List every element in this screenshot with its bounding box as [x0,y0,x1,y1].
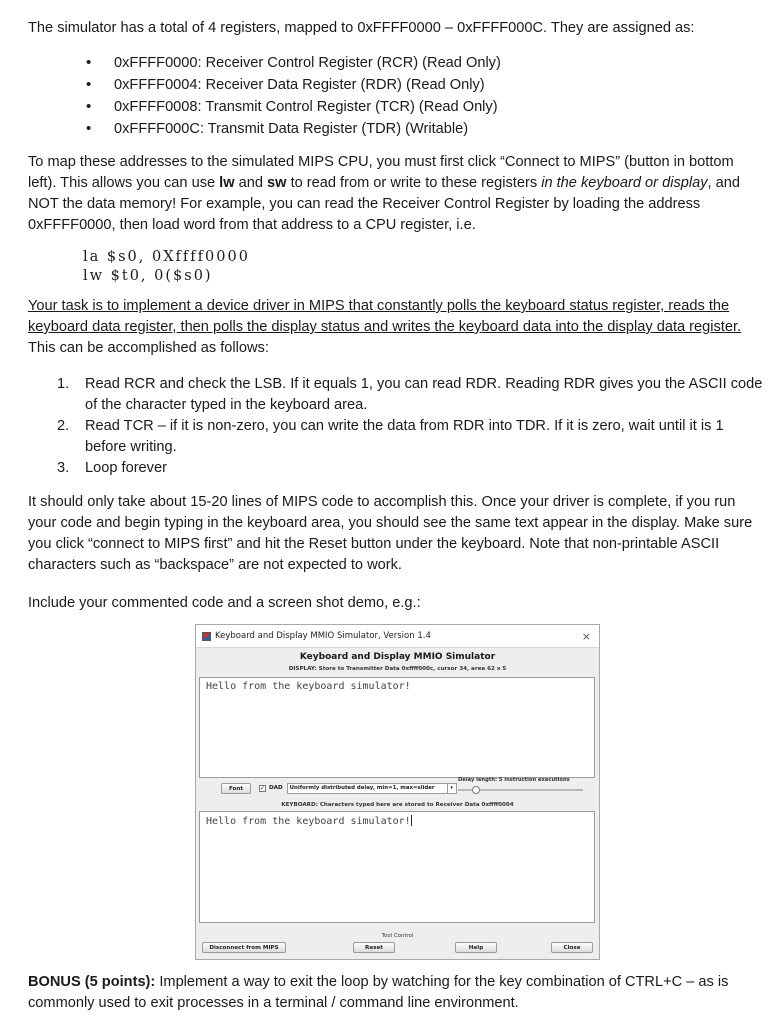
bonus-label: BONUS (5 points): [28,974,156,990]
delay-length-label: Delay length: 5 instruction executions [458,777,570,783]
window-titlebar [196,625,599,648]
chevron-down-icon: ▾ [447,784,456,793]
display-controls [221,781,457,795]
app-icon [202,632,211,641]
task-underlined: Your task is to implement a device driver in MIPS that constantly polls the keyboard status register, reads the keyboard data register, then polls the display status and writes the keyboard data into the display data register. [28,298,742,335]
steps-list [28,374,768,479]
keyboard-input-area[interactable] [199,811,595,923]
close-button[interactable]: Close [551,942,593,953]
step-item: 1. Read RCR and check the LSB. If it equals 1, you can read RDR. Reading RDR gives you the ASCII code of the character typed in the keyboard area. [57,376,763,413]
dad-label: DAD [269,785,283,791]
keyboard-text: Hello from the keyboard simulator! [206,816,411,827]
tool-control-bar [196,941,599,955]
sw-keyword: sw [267,175,287,191]
register-item: • 0xFFFF000C: Transmit Data Register (TDR) (Writable) [28,118,501,140]
text-cursor [411,815,412,826]
keyboard-caption: KEYBOARD: Characters typed here are stored to Receiver Data 0xffff0004 [281,802,514,808]
register-item: • 0xFFFF0008: Transmit Control Register (TCR) (Read Only) [28,96,501,118]
closing-paragraph: It should only take about 15-20 lines of MIPS code to accomplish this. Once your driver is complete, if you run your code and begin typing in the keyboard area, you should see the same text appear in the display. Make sure you click “connect to MIPS first” and hit the Reset button under the keyboard. Note that non-printable ASCII characters such as “backspace” are not expected to work. [28,494,753,573]
register-item: • 0xFFFF0004: Receiver Data Register (RDR) (Read Only) [28,74,501,96]
code-line: la $s0, 0Xffff0000 [83,249,250,265]
display-area [199,677,595,778]
intro-paragraph: The simulator has a total of 4 registers, mapped to 0xFFFF0000 – 0xFFFF000C. They are assigned as: [28,20,695,36]
step-item: 2. Read TCR – if it is non-zero, you can write the data from RDR into TDR. If it is zero, wait until it is 1 before writing. [57,418,724,455]
tool-control-label: Tool Control [381,933,414,939]
window-title: Keyboard and Display MMIO Simulator, Version 1.4 [215,631,431,641]
code-line: lw $t0, 0($s0) [83,268,213,284]
bonus-paragraph: BONUS (5 points): Implement a way to exit the loop by watching for the key combination of CTRL+C – as is commonly used to exit processes in a terminal / command line environment. [28,974,729,1011]
close-icon[interactable]: × [581,629,591,643]
delay-mode-select[interactable] [287,783,457,794]
mmio-simulator-window [195,624,600,960]
display-caption: DISPLAY: Store to Transmitter Data 0xffff000c, cursor 34, area 62 x 5 [288,666,507,672]
delay-slider[interactable] [458,785,583,793]
disconnect-button[interactable]: Disconnect from MIPS [202,942,286,953]
task-paragraph: Your task is to implement a device driver in MIPS that constantly polls the keyboard status register, reads the keyboard data register, then polls the display status and writes the keyboard data into the display data register. This can be accomplished as follows: [28,298,742,356]
simulator-heading: Keyboard and Display MMIO Simulator [299,652,496,662]
reset-button[interactable]: Reset [353,942,395,953]
display-text: Hello from the keyboard simulator! [206,681,411,692]
step-item: 3. Loop forever [57,460,167,476]
lw-keyword: lw [219,175,235,191]
register-list [28,52,501,140]
help-button[interactable]: Help [455,942,497,953]
slider-knob[interactable] [472,786,480,794]
delay-mode-value: Uniformly distributed delay, min=1, max=slider [289,785,435,791]
mapping-paragraph: To map these addresses to the simulated MIPS CPU, you must first click “Connect to MIPS” (button in bottom left). This allows you can use lw and sw to read from or write to these registers in the keyboard or display, and NOT the data memory! For example, you can read the Receiver Control Register by loading the address 0xFFFF0000, then load word from that address to a CPU register, i.e. [28,154,740,233]
code-snippet [83,248,250,286]
keyboard-display-emphasis: in the keyboard or display [541,175,708,191]
dad-checkbox[interactable]: ✓ [260,784,266,792]
register-item: • 0xFFFF0000: Receiver Control Register (RCR) (Read Only) [28,52,501,74]
font-button[interactable]: Font [221,783,251,794]
include-paragraph: Include your commented code and a screen shot demo, e.g.: [28,595,421,611]
